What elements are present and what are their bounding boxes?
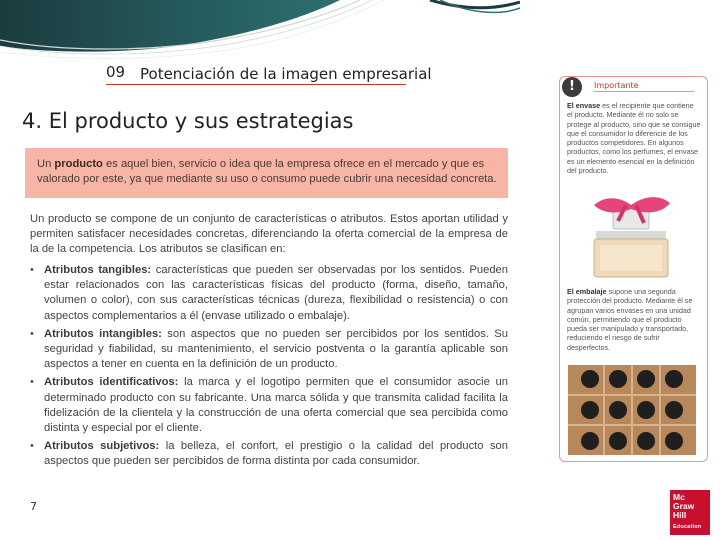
definition-box — [25, 148, 508, 198]
bullet-term: Atributos identificativos: — [44, 376, 179, 389]
logo-line: Mc — [673, 492, 685, 502]
sidebar-heading: Importante — [594, 81, 694, 92]
bullet-dot: • — [30, 264, 34, 276]
chapter-title: Potenciación de la imagen empresarial — [140, 65, 432, 83]
intro-paragraph — [30, 212, 508, 258]
list-item — [30, 439, 508, 469]
intro-text: Un producto se compone de un conjunto de características o atributos. Estos aportan utilidad y permiten satisfacer necesidades concretas, diferenciando la oferta comercial de la empresa de la de la competencia. Los atributos se clasifican en: — [30, 213, 508, 256]
bullet-dot: • — [30, 440, 34, 453]
note-term: El envase — [567, 101, 601, 110]
list-item — [30, 375, 508, 436]
perfume-bottle-image — [588, 191, 674, 279]
list-item — [30, 327, 508, 373]
list-item — [30, 263, 508, 324]
definition-lead: Un — [37, 158, 55, 170]
logo-line: Education — [673, 524, 702, 530]
mcgraw-hill-logo — [670, 490, 710, 535]
bullet-term: Atributos subjetivos: — [44, 440, 160, 453]
bullet-text: son aspectos que no pueden ser percibidos por los sentidos. Su seguridad y fiabilidad, su mantenimiento, el servicio postventa o la garantía aplicable son aspectos a tener en cuenta en la definición de un producto. — [44, 327, 508, 371]
bullet-term: Atributos tangibles: — [44, 264, 152, 276]
note-text: es el recipiente que contiene el producto. Mediante él no solo se protege al producto, sino que se consigue que el consumidor lo diferencie de los productos competidores. En algunos productos, como los perfumes, el envase es un elemento esencial en la definición del producto. — [567, 101, 701, 176]
bullet-term: Atributos intangibles: — [44, 327, 162, 340]
bullet-text: la marca y el logotipo permiten que el consumidor asocie un determinado producto con su fabricante. Una marca sólida y que transmita calidad facilita la fidelización de la clientela y la construcción de una oferta comercial que sea percibida como distinta y especial por el cliente. — [44, 376, 508, 435]
attribute-list — [30, 263, 508, 473]
note-term: El embalaje — [567, 287, 607, 296]
logo-line: Hill — [673, 510, 687, 520]
exclamation-icon: ! — [562, 77, 582, 97]
definition-body: es aquel bien, servicio o idea que la empresa ofrece en el mercado y que es valorado por este, ya que mediante su uso o consumo puede cubrir una necesidad concreta. — [37, 158, 497, 185]
definition-text — [37, 157, 499, 187]
packaging-crate-image — [568, 365, 696, 455]
bullet-text: la belleza, el confort, el prestigio o la calidad del producto son aspectos que pueden ser percibidos de forma distinta por cada consumidor. — [44, 440, 508, 468]
definition-term: producto — [54, 158, 103, 170]
bullet-dot: • — [30, 376, 34, 389]
important-sidebar — [559, 76, 708, 462]
sidebar-note-envase — [567, 101, 701, 175]
logo-line: Graw — [673, 501, 695, 511]
chapter-header — [106, 62, 432, 85]
note-text: supone una segunda protección del producto. Mediante él se agrupan varios envases en una unidad común, permitiendo que el producto pueda ser manipulado y transportado, reduciendo el riesgo de sufrir desperfectos. — [567, 287, 693, 352]
sidebar-note-embalaje — [567, 287, 701, 352]
chapter-number: 09 — [106, 63, 126, 81]
section-title: 4. El producto y sus estrategias — [22, 109, 354, 133]
bullet-dot: • — [30, 327, 34, 340]
page-number: 7 — [30, 500, 37, 513]
bullet-text: características que pueden ser observadas por los sentidos. Pueden estar relacionados con las características físicas del producto (forma, diseño, tamaño, volumen o color), con sus características técnicas (dureza, flexibilidad o resistencia) o con aspectos complementarios a él (envase utilizado o embalaje). — [44, 264, 508, 322]
